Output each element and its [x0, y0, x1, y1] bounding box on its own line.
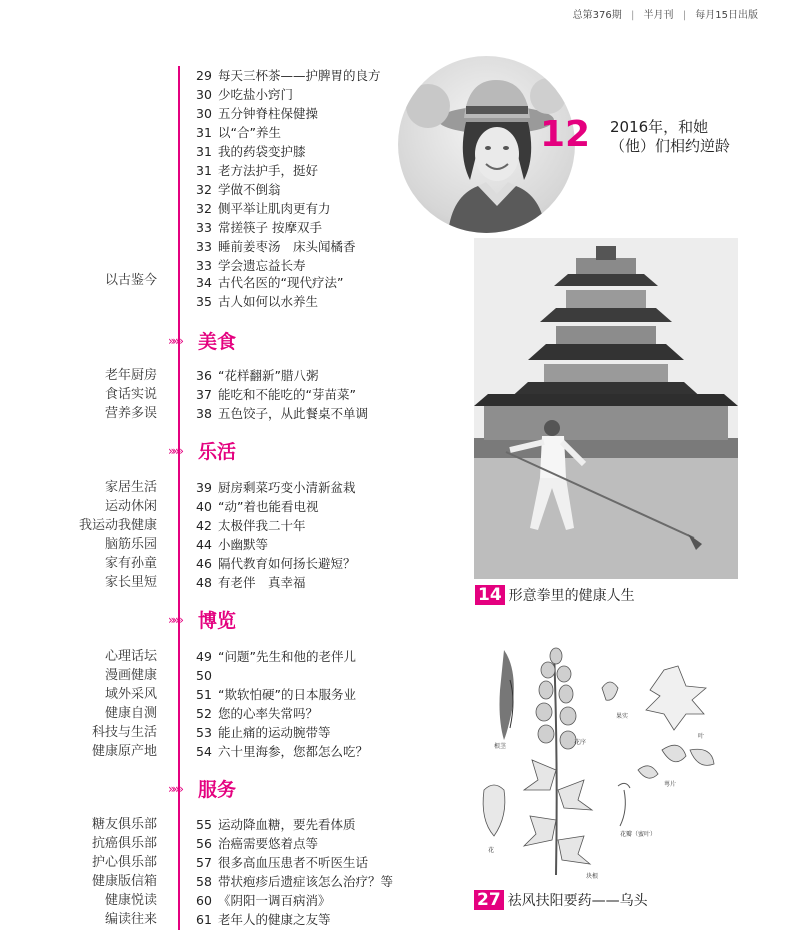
section-arrows: »»»: [168, 612, 182, 627]
tower-photo[interactable]: [474, 238, 738, 579]
column-label: 健康悦读: [104, 893, 157, 908]
column-label: 心理话坛: [104, 649, 157, 664]
toc-entry[interactable]: 57 很多高血压患者不听医生话: [196, 855, 369, 870]
column-label: 脑筋乐园: [104, 537, 157, 552]
column-label: 运动休闲: [104, 499, 157, 514]
column-label: 以古鉴今: [104, 273, 157, 288]
column-label: 糖友俱乐部: [91, 817, 157, 832]
toc-entry[interactable]: 38 五色饺子，从此餐桌不单调: [196, 406, 369, 421]
feature-number-12: 12: [540, 114, 591, 155]
column-label: 漫画健康: [104, 668, 157, 683]
column-label: 营养多误: [104, 406, 157, 421]
column-label: 科技与生活: [91, 725, 157, 740]
column-label: 我运动我健康: [78, 518, 157, 533]
toc-entry[interactable]: 55 运动降血糖，要先看体质: [196, 817, 356, 832]
section-header-service: »»» 服务: [168, 779, 237, 801]
header-separator: |: [682, 10, 687, 21]
column-label: 护心俱乐部: [91, 855, 157, 870]
feature-caption-line: （他）们相约逆龄: [610, 137, 731, 155]
botanical-label: 叶: [698, 733, 705, 740]
toc-entry[interactable]: 29 每天三杯茶——护脾胃的良方: [196, 68, 381, 83]
section-header-leisure: »»» 乐活: [168, 441, 237, 463]
botanical-label: 根茎: [494, 743, 507, 750]
toc-entry[interactable]: 51 “欺软怕硬”的日本服务业: [196, 687, 356, 702]
botanical-drawing: [474, 640, 740, 885]
section-header-food: »»» 美食: [168, 331, 237, 353]
toc-entry[interactable]: 48 有老伴 真幸福: [196, 575, 306, 590]
toc-entry[interactable]: 58 带状疱疹后遗症该怎么治疗？等: [196, 874, 394, 889]
toc-entry[interactable]: 49 “问题”先生和他的老伴儿: [196, 649, 356, 664]
column-label: 健康自测: [104, 706, 157, 721]
toc-entry[interactable]: 50: [196, 668, 212, 683]
feature-caption-12[interactable]: [610, 118, 730, 156]
toc-entry[interactable]: 33 学会遗忘益长寿: [196, 258, 306, 273]
issue-total: 总第376期: [572, 10, 622, 21]
toc-entry[interactable]: 32 学做不倒翁: [196, 182, 281, 197]
issue-info: [567, 6, 758, 21]
toc-entry[interactable]: 30 五分钟脊柱保健操: [196, 106, 319, 121]
botanical-label: 花瓣（蜜叶）: [620, 831, 657, 838]
section-header-expo: »»» 博览: [168, 610, 237, 632]
toc-entry[interactable]: 35 古人如何以水养生: [196, 294, 319, 309]
botanical-label: 花序: [574, 739, 587, 746]
section-arrows: »»»: [168, 443, 182, 458]
column-label: 抗癌俱乐部: [91, 836, 157, 851]
column-label: 健康原产地: [91, 744, 157, 759]
feature-caption-text: 形意拳里的健康人生: [508, 588, 635, 604]
toc-entry[interactable]: 34 古代名医的“现代疗法”: [196, 275, 344, 290]
toc-entry[interactable]: 42 太极伴我二十年: [196, 518, 306, 533]
feature-caption-line: 2016年，和她: [610, 118, 709, 136]
feature-caption-27[interactable]: [474, 890, 648, 910]
toc-entry[interactable]: 40 “动”着也能看电视: [196, 499, 319, 514]
section-arrows: »»»: [168, 781, 182, 796]
toc-entry[interactable]: 36 “花样翻新”腊八粥: [196, 368, 319, 383]
toc-entry[interactable]: 31 我的药袋变护膝: [196, 144, 306, 159]
toc-entry[interactable]: 60 《阴阳一调百病消》: [196, 893, 331, 908]
tower-illustration: [474, 238, 738, 579]
column-label: 老年厨房: [104, 368, 157, 383]
column-label: 健康版信箱: [91, 874, 157, 889]
feature-number-14: 14: [475, 585, 505, 605]
feature-caption-14[interactable]: [475, 585, 635, 605]
toc-entry[interactable]: 33 睡前姜枣汤 床头闻橘香: [196, 239, 356, 254]
toc-entry[interactable]: 61 老年人的健康之友等: [196, 912, 331, 927]
botanical-label: 果实: [616, 713, 629, 720]
feature-caption-text: 祛风扶阳要药——乌头: [507, 893, 648, 909]
column-label: 食话实说: [104, 387, 157, 402]
issue-date: 每月15日出版: [695, 10, 758, 21]
aconite-illustration[interactable]: [474, 640, 740, 885]
toc-entry[interactable]: 53 能止痛的运动腕带等: [196, 725, 331, 740]
toc-entry[interactable]: 39 厨房剩菜巧变小清新盆栽: [196, 480, 356, 495]
botanical-label: 萼片: [664, 781, 677, 788]
section-arrows: »»»: [168, 333, 182, 348]
toc-entry[interactable]: 37 能吃和不能吃的“芽苗菜”: [196, 387, 356, 402]
toc-entry[interactable]: 46 隔代教育如何扬长避短？: [196, 556, 356, 571]
toc-entry[interactable]: 33 常搓筷子 按摩双手: [196, 220, 322, 235]
toc-entry[interactable]: 30 少吃盐小窍门: [196, 87, 294, 102]
toc-entry[interactable]: 52 您的心率失常吗？: [196, 706, 319, 721]
toc-entry[interactable]: 31 老方法护手，挺好: [196, 163, 319, 178]
column-label: 家有孙童: [104, 556, 157, 571]
column-label: 编读往来: [104, 912, 157, 927]
column-label: 家长里短: [104, 575, 157, 590]
column-label: 家居生活: [104, 480, 157, 495]
feature-number-27: 27: [474, 890, 504, 910]
column-label: 域外采风: [104, 687, 157, 702]
toc-entry[interactable]: 44 小幽默等: [196, 537, 269, 552]
toc-entry[interactable]: 54 六十里海参，您都怎么吃？: [196, 744, 369, 759]
header-separator: |: [630, 10, 635, 21]
toc-entry[interactable]: 31 以“合”养生: [196, 125, 281, 140]
issue-frequency: 半月刊: [643, 10, 674, 21]
toc-entry[interactable]: 32 侧平举让肌肉更有力: [196, 201, 331, 216]
botanical-label: 块根: [586, 873, 599, 880]
toc-entry[interactable]: 56 治癌需要悠着点等: [196, 836, 319, 851]
botanical-label: 花: [488, 847, 495, 854]
